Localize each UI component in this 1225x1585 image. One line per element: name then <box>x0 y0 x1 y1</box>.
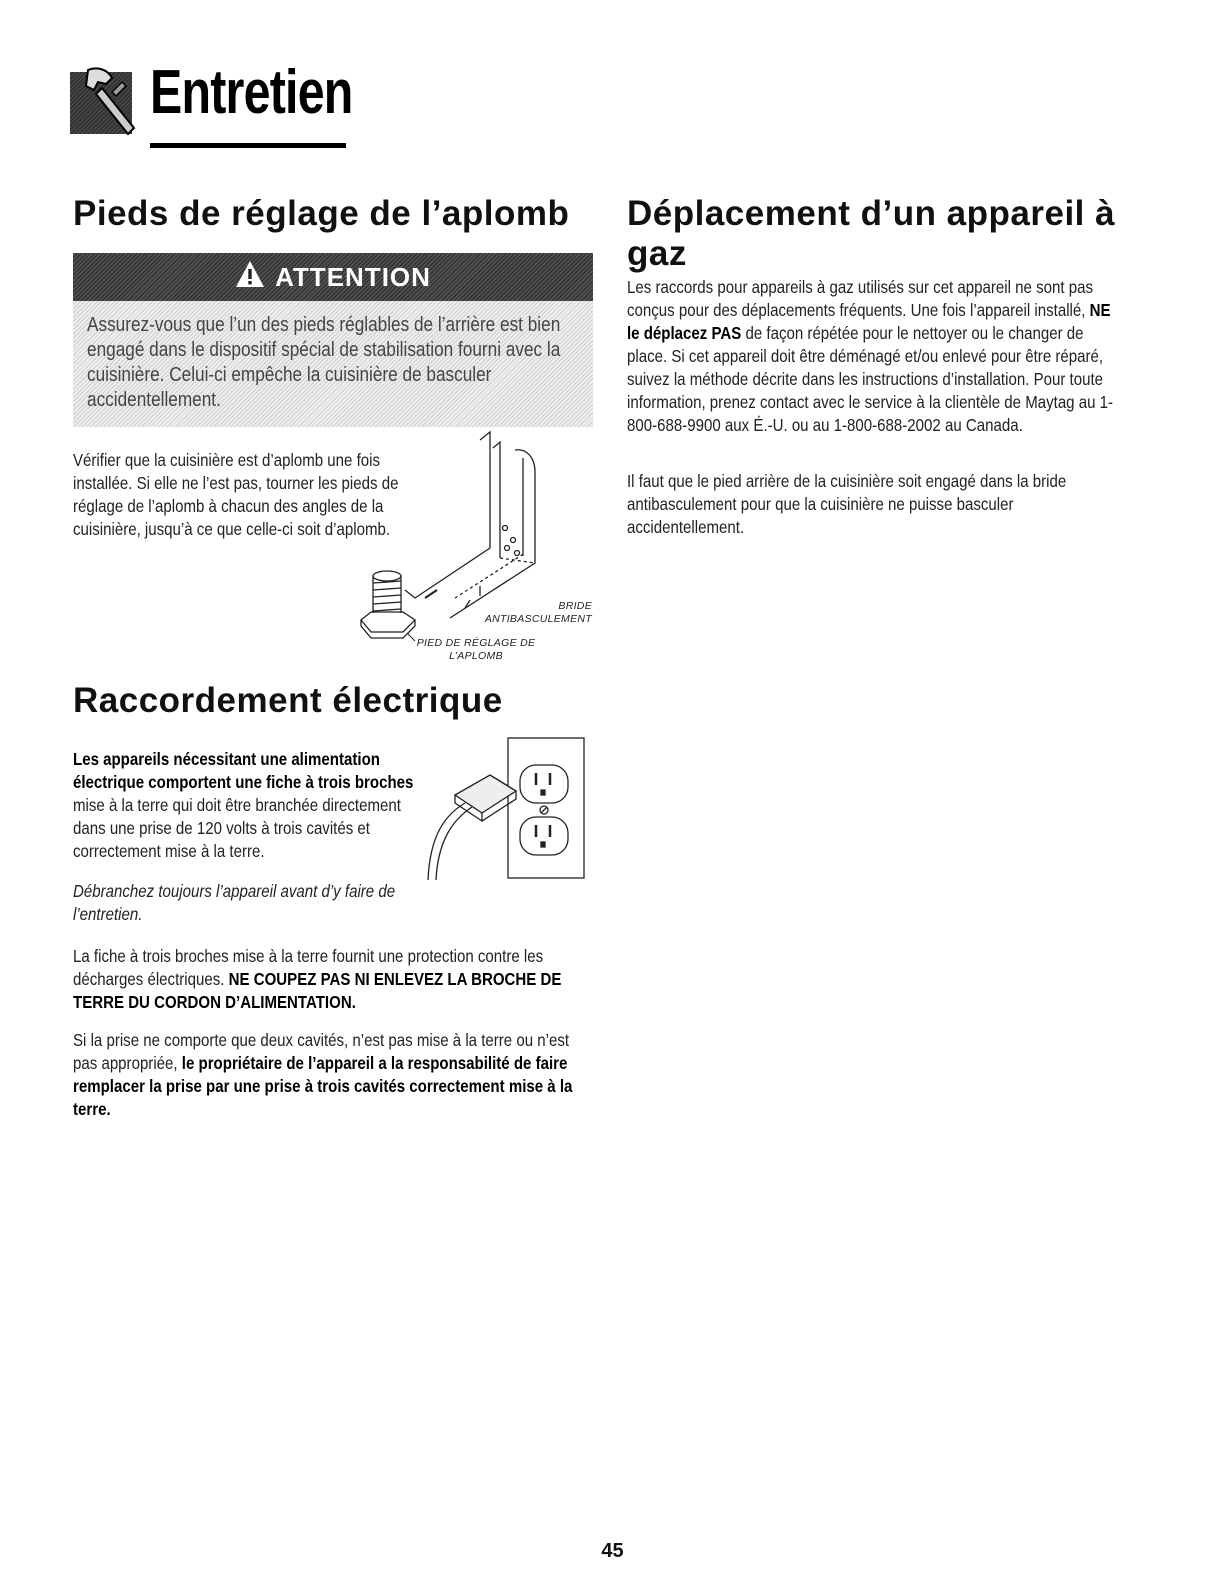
racc-paragraph-2: Débranchez toujours l’appareil avant d’y faire de l’entretien. <box>73 881 396 924</box>
gaz-paragraph-1: Les raccords pour appareils à gaz utilisés sur cet appareil ne sont pas conçus pour des déplacements fréquents. Une fois l’appareil installé, NE le déplacez PAS de façon répétée pour le nettoyer ou le changer de place. Si cet appareil doit être déménagé et/ou enlevé pour être réparé, suivez la méthode décrite dans les instructions d’installation. Pour toute information, prenez contact avec le service à la clientèle de Maytag au 1-800-688-9900 aux É.-U. ou au 1-800-688-2002 au Canada. <box>627 277 1114 435</box>
racc-paragraph-4: Si la prise ne comporte que deux cavités, n’est pas mise à la terre ou n’est pas appropriée, le propriétaire de l’appareil a la responsabilité de faire remplacer la prise par une prise à trois cavités correctement mise à la terre. <box>73 1030 573 1119</box>
title-underline <box>150 143 346 148</box>
warning-text: Assurez-vous que l’un des pieds réglables de l’arrière est bien engagé dans le dispositif spécial de stabilisation fourni avec la cuisinière. Celui-ci empêche la cuisinière de basculer accidentellement. <box>87 314 561 411</box>
heading-pieds-reglage: Pieds de réglage de l’aplomb <box>73 194 570 233</box>
anti-tip-bracket-illustration <box>355 428 605 668</box>
page-number: 45 <box>601 1540 624 1562</box>
caption-pied: PIED DE RÉGLAGE DE L’APLOMB <box>416 637 536 662</box>
heading-raccordement: Raccordement électrique <box>73 681 503 720</box>
warning-title <box>73 253 593 301</box>
warning-title-text: ATTENTION <box>275 261 431 292</box>
heading-deplacement: Déplacement d’un appareil à gaz <box>627 194 1116 273</box>
caption-bride: BRIDE ANTIBASCULEMENT <box>484 600 592 625</box>
racc-paragraph-3: La fiche à trois broches mise à la terre fournit une protection contre les décharges électriques. NE COUPEZ PAS NI ENLEVEZ LA BROCHE DE TERRE DU CORDON D’ALIMENTATION. <box>73 946 562 1012</box>
racc-paragraph-1: Les appareils nécessitant une alimentation électrique comportent une fiche à trois broches mise à la terre qui doit être branchée directement dans une prise de 120 volts à trois cavités et correctement mise à la terre. <box>73 749 414 861</box>
warning-box <box>73 253 593 427</box>
outlet-plug-illustration <box>420 735 590 885</box>
verifier-paragraph: Vérifier que la cuisinière est d’aplomb une fois installée. Si elle ne l’est pas, tourner les pieds de réglage de l’aplomb à chacun des angles de la cuisinière, jusqu’à ce que celle-ci soit d’aplomb. <box>73 450 399 539</box>
page-title: Entretien <box>150 58 353 127</box>
warning-triangle-icon <box>235 260 265 295</box>
gaz-paragraph-2: Il faut que le pied arrière de la cuisinière soit engagé dans la bride antibasculement pour que la cuisinière ne puisse basculer accidentellement. <box>627 471 1067 537</box>
wrench-screwdriver-icon <box>68 62 144 138</box>
